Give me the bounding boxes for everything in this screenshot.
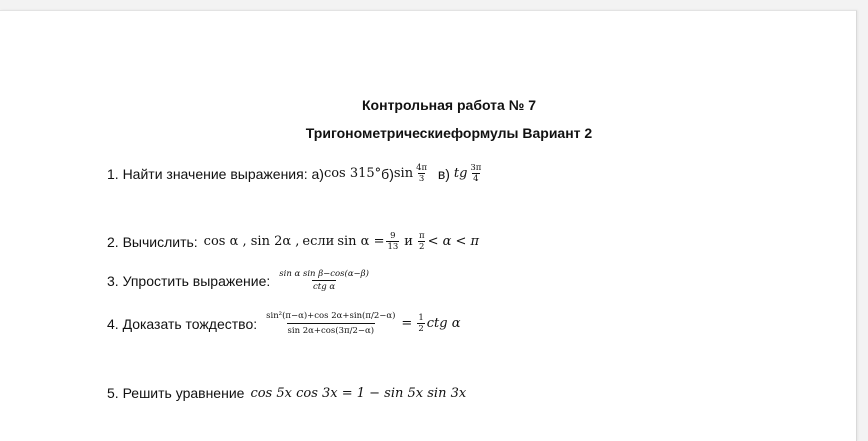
task-1-label-c: в) [430, 165, 454, 182]
task-2 [107, 231, 479, 252]
task-4-rhs-num: 1 [418, 313, 424, 323]
task-1-expr-c-fn: tg [453, 166, 468, 181]
task-3-label: 3. Упростить выражение: [107, 272, 271, 289]
task-2-expr-1: cos α , sin 2α , [203, 234, 300, 249]
task-4-rhs-tail: ctg α [426, 316, 461, 331]
task-2-word-if: если [302, 234, 335, 249]
task-4-fraction [265, 309, 396, 338]
task-4-rhs-equals: = [401, 316, 413, 331]
task-4-label: 4. Доказать тождество: [107, 315, 258, 332]
task-1-expr-b-fn: sin [393, 166, 414, 181]
task-1-expr-b-num: 4π [416, 163, 428, 173]
task-4-den: sin 2α+cos(3π/2−α) [287, 323, 376, 338]
task-1-expr-c-num: 3π [470, 163, 482, 173]
task-5 [107, 385, 466, 401]
task-2-word-and: и [404, 234, 413, 249]
task-4-rhs-fraction [417, 313, 424, 334]
task-1-label-b: б) [381, 165, 394, 182]
task-1-expr-b-fraction [415, 163, 428, 184]
task-3-den: ctg α [313, 282, 336, 292]
task-1-label: 1. Найти значение выражения: а) [107, 165, 324, 182]
task-3-num: sin α sin β−cos(α−β) [279, 269, 369, 279]
task-2-frac-num: 9 [390, 231, 396, 241]
document-title: Контрольная работа № 7 [362, 97, 536, 113]
task-1-expr-c-den: 4 [473, 174, 479, 184]
task-1-expr-a: cos 315° [323, 166, 382, 181]
task-5-label: 5. Решить уравнение [107, 385, 245, 401]
task-4 [107, 309, 461, 338]
task-3-fraction [278, 268, 370, 293]
task-1 [107, 163, 484, 184]
task-4-rhs-den: 2 [418, 324, 424, 334]
task-2-label: 2. Вычислить: [107, 233, 198, 250]
document-subtitle: Тригонометрическиеформулы Вариант 2 [305, 125, 593, 141]
task-4-num: sin²(π−α)+cos 2α+sin(π/2−α) [266, 311, 396, 321]
task-5-expr: cos 5x cos 3x = 1 − sin 5x sin 3x [250, 385, 467, 401]
task-3 [107, 268, 372, 293]
task-2-frac-den: 13 [387, 242, 399, 252]
task-1-expr-b-den: 3 [418, 174, 425, 184]
task-2-expr-2: sin α = [337, 234, 385, 249]
task-1-expr-c-fraction [469, 163, 482, 184]
document-page [0, 10, 857, 441]
task-2-fraction [386, 231, 399, 252]
task-2-bound-tail: < α < π [427, 234, 480, 249]
task-2-bound-den: 2 [419, 242, 425, 252]
task-2-bound-fraction [418, 231, 426, 252]
task-2-bound-num: π [418, 231, 425, 241]
